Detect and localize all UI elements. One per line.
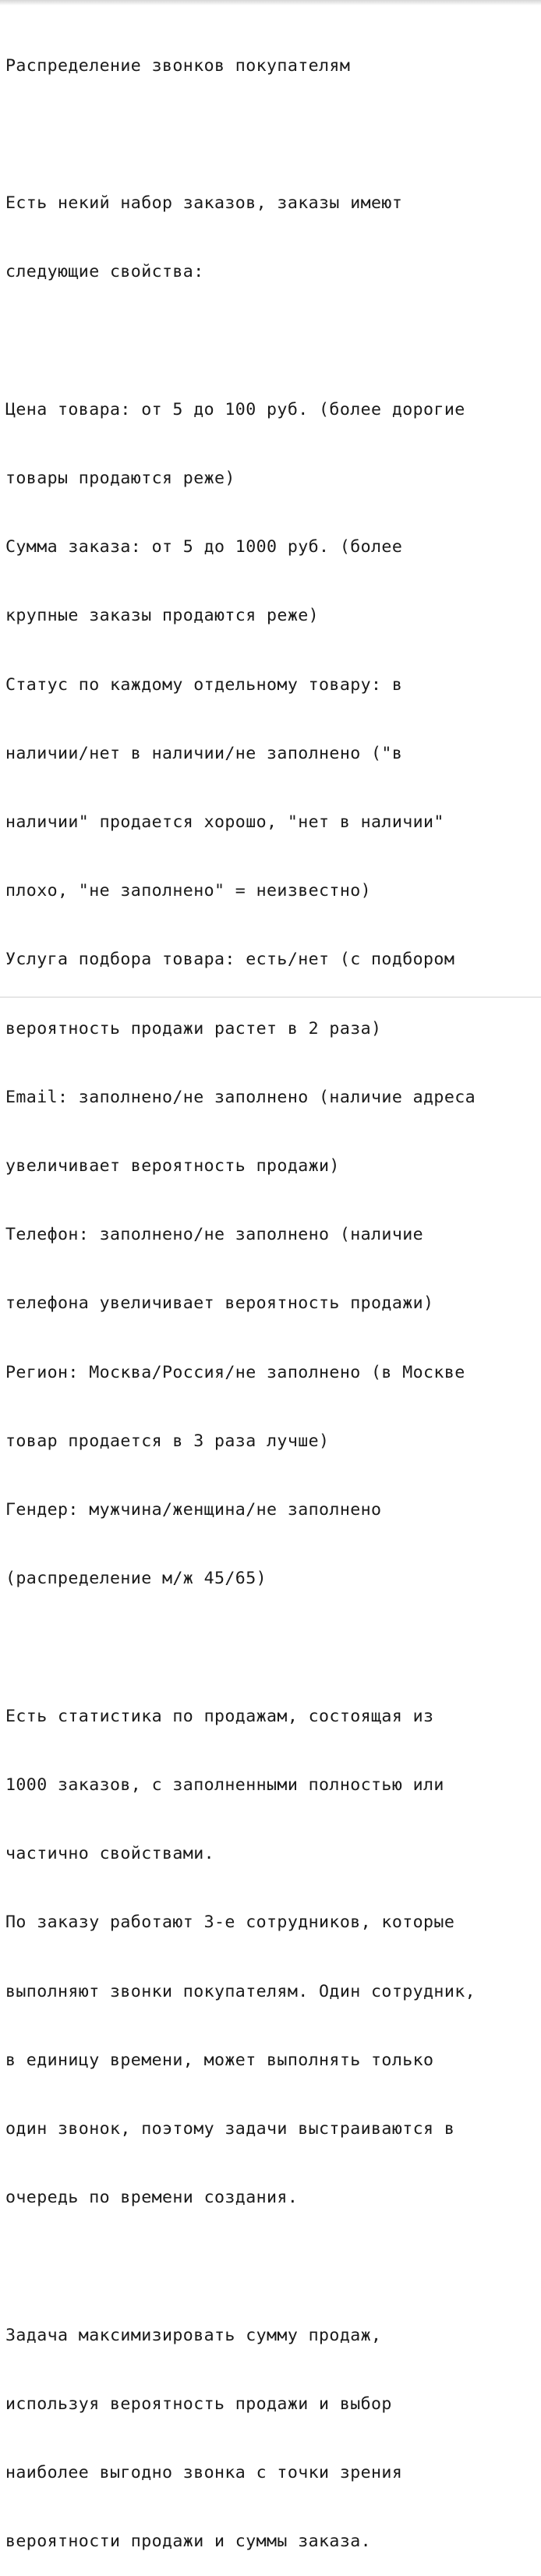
text-line: наличии" продается хорошо, "нет в наличии"	[5, 812, 444, 833]
text-line: наиболее выгодно звонка с точки зрения	[5, 2462, 403, 2482]
text-line	[5, 2255, 539, 2277]
text-line: Задача максимизировать сумму продаж,	[5, 2325, 382, 2345]
text-line: вероятность продажи растет в 2 раза)	[5, 1018, 382, 1039]
text-line	[5, 123, 539, 146]
document-title: Распределение звонков покупателям	[5, 55, 351, 76]
text-line: крупные заказы продаются реже)	[5, 606, 320, 626]
bottom-edge	[0, 996, 541, 998]
text-line: увеличивает вероятность продажи)	[5, 1156, 340, 1177]
text-line: наличии/нет в наличии/не заполнено ("в	[5, 743, 403, 763]
text-line: 1000 заказов, с заполненными полностью или	[5, 1775, 444, 1795]
text-line: Статус по каждому отдельному товару: в	[5, 674, 403, 695]
text-line: товар продается в 3 раза лучше)	[5, 1431, 330, 1451]
text-line: Есть статистика по продажам, состоящая из	[5, 1706, 434, 1726]
text-line: (распределение м/ж 45/65)	[5, 1569, 267, 1589]
text-line: плохо, "не заполнено" = неизвестно)	[5, 881, 372, 901]
text-line: Есть некий набор заказов, заказы имеют	[5, 193, 403, 214]
text-line: используя вероятность продажи и выбор	[5, 2394, 392, 2414]
text-line: Цена товара: от 5 до 100 руб. (более дорогие	[5, 399, 465, 419]
top-edge-shadow	[0, 0, 541, 5]
text-line: товары продаются реже)	[5, 469, 235, 489]
text-line: очередь по времени создания.	[5, 2188, 299, 2208]
text-line: Телефон: заполнено/не заполнено (наличие	[5, 1225, 424, 1245]
text-line: частично свойствами.	[5, 1844, 215, 1864]
text-line: в единицу времени, может выполнять только	[5, 2050, 434, 2070]
text-line: один звонок, поэтому задачи выстраиваются в	[5, 2118, 455, 2139]
text-line	[5, 330, 539, 352]
text-line: По заказу работают 3-е сотрудников, которые	[5, 1913, 455, 1933]
text-line	[5, 1636, 539, 1658]
text-line: телефона увеличивает вероятность продажи)	[5, 1293, 434, 1314]
text-line: Услуга подбора товара: есть/нет (с подбором	[5, 950, 455, 970]
text-line: следующие свойства:	[5, 262, 204, 282]
text-line: Сумма заказа: от 5 до 1000 руб. (более	[5, 537, 403, 557]
text-line: вероятности продажи и суммы заказа.	[5, 2532, 372, 2552]
document-text[interactable]	[5, 9, 539, 2576]
text-line: Email: заполнено/не заполнено (наличие адреса	[5, 1087, 476, 1107]
text-line: Регион: Москва/Россия/не заполнено (в Москве	[5, 1362, 465, 1382]
text-line: Гендер: мужчина/женщина/не заполнено	[5, 1500, 382, 1520]
text-line: выполняют звонки покупателям. Один сотрудник,	[5, 1981, 476, 2001]
